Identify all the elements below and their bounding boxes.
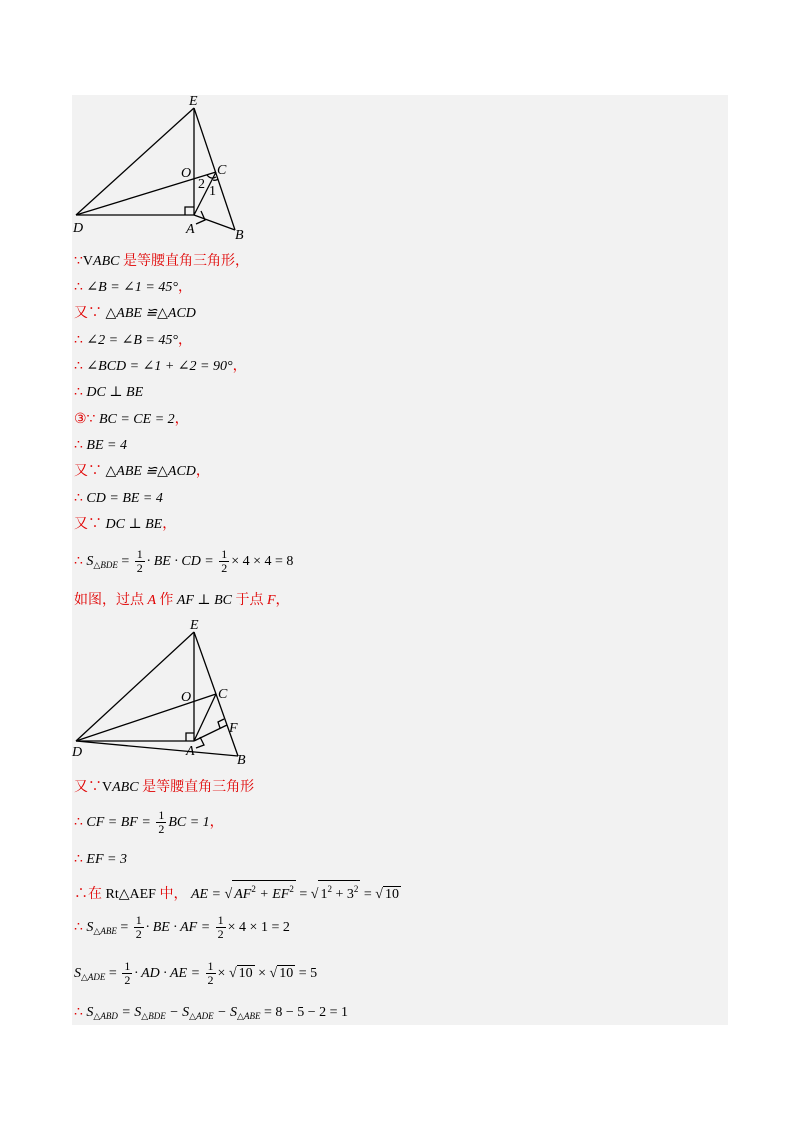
geometry-figure-1 (70, 92, 260, 244)
line-11: 又∵ DC ⊥ BE， (74, 517, 177, 532)
fig1-label-O: O (181, 166, 192, 181)
line-18: ∴ $S_{\triangle ABE}$ = $\frac{1}{2}$ · BE · AF = $\frac{1}{2}$ × 4 × 1 = 2 (74, 913, 290, 942)
line-8: ∴ BE = 4 (74, 438, 127, 453)
fig1-label-1: 1 (209, 184, 216, 199)
line-16: ∴ EF = 3 (74, 852, 127, 867)
fig1-label-D: D (73, 221, 84, 236)
line-9: 又∵ △ABE ≌△ACD， (74, 464, 210, 479)
fig2-label-B: B (237, 753, 246, 768)
fig2-label-C: C (218, 687, 228, 702)
line-17: ∴在 Rt△AEF 中， AE = √ $AF^2 + EF^2$ = √ $1^2 + 3^2$ = √ 10 (74, 880, 401, 904)
line-19: $S_{\triangle ADE}$ = $\frac{1}{2}$ · AD · AE = $\frac{1}{2}$ × √ 10 × √ 10 = 5 (74, 959, 318, 988)
fig2-label-O: O (181, 690, 192, 705)
line-12: ∴ $S_{\triangle BDE}$ = $\frac{1}{2}$ · BE · CD = $\frac{1}{2}$ × 4 × 4 = 8 (74, 547, 294, 576)
line-14: 又∵VABC 是等腰直角三角形 (74, 780, 255, 795)
line-15: ∴ CF = BF = $\frac{1}{2}$ BC = 1， (74, 808, 224, 837)
fig1-label-A: A (186, 222, 195, 237)
fig2-label-A: A (186, 744, 195, 759)
fig2-label-E: E (190, 618, 199, 633)
line-4: ∴ ∠2 = ∠B = 45°， (74, 333, 192, 348)
line-10: ∴ CD = BE = 4 (74, 491, 163, 506)
fig2-label-D: D (72, 745, 83, 760)
line-13: 如图，过点 A 作 AF ⊥ BC 于点 F， (74, 593, 290, 608)
line-7: ③∵ BC = CE = 2， (74, 412, 189, 427)
fig1-label-C: C (217, 163, 227, 178)
line-5: ∴ ∠BCD = ∠1 + ∠2 = 90°， (74, 359, 247, 374)
line-20: ∴ $S_{\triangle ABD} = S_{\triangle BDE} - S_{\triangle ADE} - S_{\triangle ABE} = 8 - 5 - 2 = 1$ (74, 1005, 349, 1021)
fig1-label-E: E (189, 94, 198, 109)
fig1-label-B: B (235, 228, 244, 243)
line-2: ∴ ∠B = ∠1 = 45°， (74, 280, 192, 295)
fig1-label-2: 2 (198, 177, 205, 192)
fig2-label-F: F (229, 721, 238, 736)
geometry-figure-2 (70, 612, 260, 770)
line-3: 又∵ △ABE ≌△ACD (74, 306, 196, 321)
line-1: ∵VABC 是等腰直角三角形， (74, 254, 249, 269)
line-6: ∴ DC ⊥ BE (74, 385, 144, 400)
